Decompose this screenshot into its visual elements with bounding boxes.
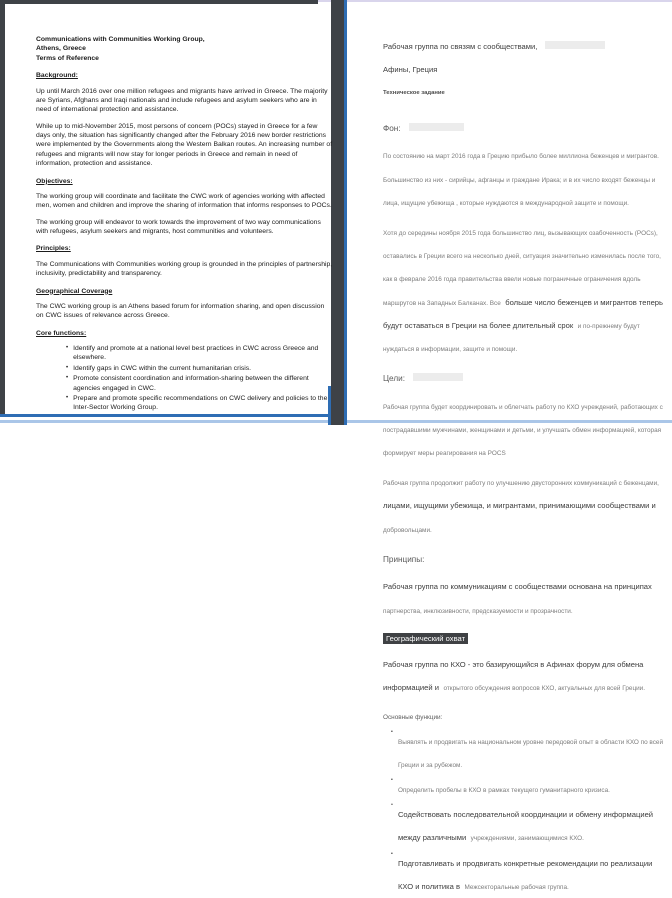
text-segment: Техническое задание — [383, 90, 445, 97]
paragraph: The CWC working group is an Athens based forum for information sharing, and open discussion on CWC issues of relevance across Greece. — [36, 302, 325, 320]
section-heading: Objectives: — [36, 177, 73, 185]
doc-line — [383, 366, 666, 388]
section-heading: Core functions: — [36, 329, 87, 337]
text-segment: Афины, Греция — [383, 64, 438, 74]
document-page-english[interactable] — [36, 35, 333, 414]
text-segment: Цели: — [383, 374, 405, 384]
text-segment: Содействовать последовательной координации и обмену информацией между различными — [397, 810, 654, 843]
doc-line — [383, 547, 666, 569]
bullet-text: Identify and promote at a national level best practices in CWC across Greece and elsewhere. — [73, 345, 319, 362]
selected-text: Географический охват — [383, 633, 468, 644]
paragraph — [383, 469, 666, 539]
doc-title-line: Athens, Greece — [36, 45, 86, 53]
paragraph — [383, 393, 666, 463]
bullet-icon: • — [391, 802, 393, 809]
bullet-text — [398, 850, 666, 896]
text-segment: Принципы: — [383, 554, 425, 564]
paragraph — [383, 142, 666, 212]
left-page-bottom-border — [0, 414, 331, 417]
text-segment: партнерства, инклюзивности, предсказуемости и прозрачности. — [383, 607, 573, 615]
placeholder-box — [413, 373, 463, 381]
doc-line — [383, 704, 666, 726]
text-segment: Рабочая группа по КХО - это базирующийся в Афинах форум для обмена информацией и — [383, 659, 644, 692]
text-segment: добровольцами. — [383, 526, 432, 534]
text-segment: лицами, ищущими убежища, и мигрантами, принимающими сообществами и — [383, 501, 656, 511]
text-segment: Подготавливать и продвигать конкретные рекомендации по реализации КХО и политика в — [397, 858, 653, 891]
text-segment: Фон: — [383, 123, 401, 133]
text-segment: Хотя до середины ноября 2015 года большинство лиц, вызывающих озабоченность (POCs), оставались в Греции всего на несколько дней, ситуация значительно изменилась после того, как в феврале 2016 года правительства ввели новые пограничные ограничения вдоль маршрутов на Западных Балканах. Все — [383, 229, 661, 307]
bullet-list — [36, 344, 333, 413]
text-segment: и по-прежнему будут нуждаться в информации, защите и помощи. — [383, 322, 640, 353]
right-page-left-border — [344, 0, 347, 425]
bullet-text: Promote consistent coordination and information-sharing between the different agencies engaged in CWC. — [73, 375, 309, 392]
text-segment: больше число беженцев и мигрантов теперь будут оставаться в Греции на более длительный срок — [383, 297, 663, 330]
bullet-icon: ▪ — [391, 777, 393, 784]
bullet-text — [398, 776, 610, 799]
bullet-item — [66, 364, 333, 373]
text-segment: Определить пробелы в КХО в рамках текущего гуманитарного кризиса. — [397, 787, 610, 795]
doc-title-line: Communications with Communities Working Group, — [36, 36, 205, 43]
paragraph — [383, 651, 666, 697]
bullet-item — [391, 801, 666, 847]
window-frame-top — [0, 0, 318, 4]
bullet-text — [398, 801, 666, 847]
paragraph: The working group will coordinate and facilitate the CWC work of agencies working with affected men, women and children and improve the sharing of information that informs responses to POCs. — [36, 192, 332, 210]
paragraph: While up to mid-November 2015, most persons of concern (POCs) stayed in Greece for a few days only, the situation has significantly changed after the February 2016 new border restrictions were implemented by the Governments along the Western Balkan routes. An increasing number of refugees and migrants will now stay for longer periods in Greece and remain in need of information, protection and assistance. — [36, 122, 333, 168]
section-heading: Background: — [36, 72, 78, 80]
text-segment: Рабочая группа продолжит работу по улучшению двусторонних коммуникаций с беженцами, — [383, 480, 659, 488]
doc-line — [383, 34, 666, 56]
window-frame-left — [0, 0, 5, 415]
text-segment: Рабочая группа по связям с сообществами, — [383, 42, 538, 51]
bullet-icon: ▪ — [391, 728, 393, 735]
bullet-icon: • — [66, 345, 69, 351]
highlighted-heading — [383, 628, 666, 646]
bullet-icon: • — [66, 375, 69, 382]
section-heading: Principles: — [36, 245, 71, 253]
bullet-item — [66, 374, 333, 393]
bullet-item — [66, 344, 333, 363]
section-heading: Geographical Coverage — [36, 287, 113, 295]
doc-line — [383, 116, 666, 138]
paragraph — [383, 573, 666, 619]
bullet-icon: • — [66, 394, 69, 401]
bullet-list — [383, 728, 666, 896]
text-segment: Рабочая группа будет координировать и облегчать работу по КХО учреждений, работающих с пострадавшими мужчинами, женщинами и детьми, и улучшать обмен информацией, которая формирует меры реагирования на POCS — [383, 403, 663, 458]
bullet-text: Prepare and promote specific recommendations on CWC delivery and policies to the Inter-Sector Working Group. — [73, 394, 328, 412]
text-segment: Выявлять и продвигать на национальном уровне передовой опыт в области КХО по всей Греции и за рубежом. — [397, 738, 664, 769]
bullet-icon: • — [66, 364, 69, 371]
placeholder-box — [409, 123, 464, 131]
text-segment: Межсекторальные рабочая группа. — [464, 883, 569, 891]
bullet-item — [391, 728, 666, 774]
text-segment: открытого обсуждения вопросов КХО, актуальных для всей Греции. — [443, 684, 646, 692]
document-page-russian[interactable] — [383, 34, 666, 898]
doc-title-line: Terms of Reference — [36, 54, 99, 62]
text-segment: учреждениями, занимающимися КХО. — [470, 835, 584, 843]
doc-line — [383, 79, 666, 101]
text-segment: Рабочая группа по коммуникациям с сообществами основана на принципах — [383, 582, 652, 592]
bullet-icon: ▪ — [391, 850, 393, 857]
paragraph: Up until March 2016 over one million refugees and migrants have arrived in Greece. The majority are Syrians, Afghans and Iraqi nationals and include refugees and asylum seekers who are in need of international protection and assistance. — [36, 87, 328, 114]
bullet-item — [391, 850, 666, 896]
bullet-item — [66, 394, 333, 413]
paragraph: The working group will endeavor to work towards the improvement of two way communications with refugees, asylum seekers and migrants, host communities and volunteers. — [36, 218, 321, 235]
placeholder-box — [545, 41, 605, 49]
bullet-text — [398, 728, 666, 774]
bullet-item — [391, 776, 666, 799]
top-edge-line — [318, 0, 672, 2]
paragraph: The Communications with Communities working group is grounded in the principles of partnership, inclusivity, predictability and transparency. — [36, 260, 333, 278]
text-segment: По состоянию на март 2016 года в Грецию прибыло более миллиона беженцев и мигрантов. Большинство из них - сирийцы, афганцы и граждане Ирака; и в их число входят беженцы и лица, ищущие убежища , которые нуждаются в международной защите и помощи. — [383, 153, 659, 207]
bullet-text: Identify gaps in CWC within the current humanitarian crisis. — [73, 364, 252, 372]
text-segment: Основные функции: — [383, 714, 443, 722]
paragraph — [383, 219, 666, 358]
spacer — [383, 102, 666, 108]
doc-line — [383, 57, 666, 79]
